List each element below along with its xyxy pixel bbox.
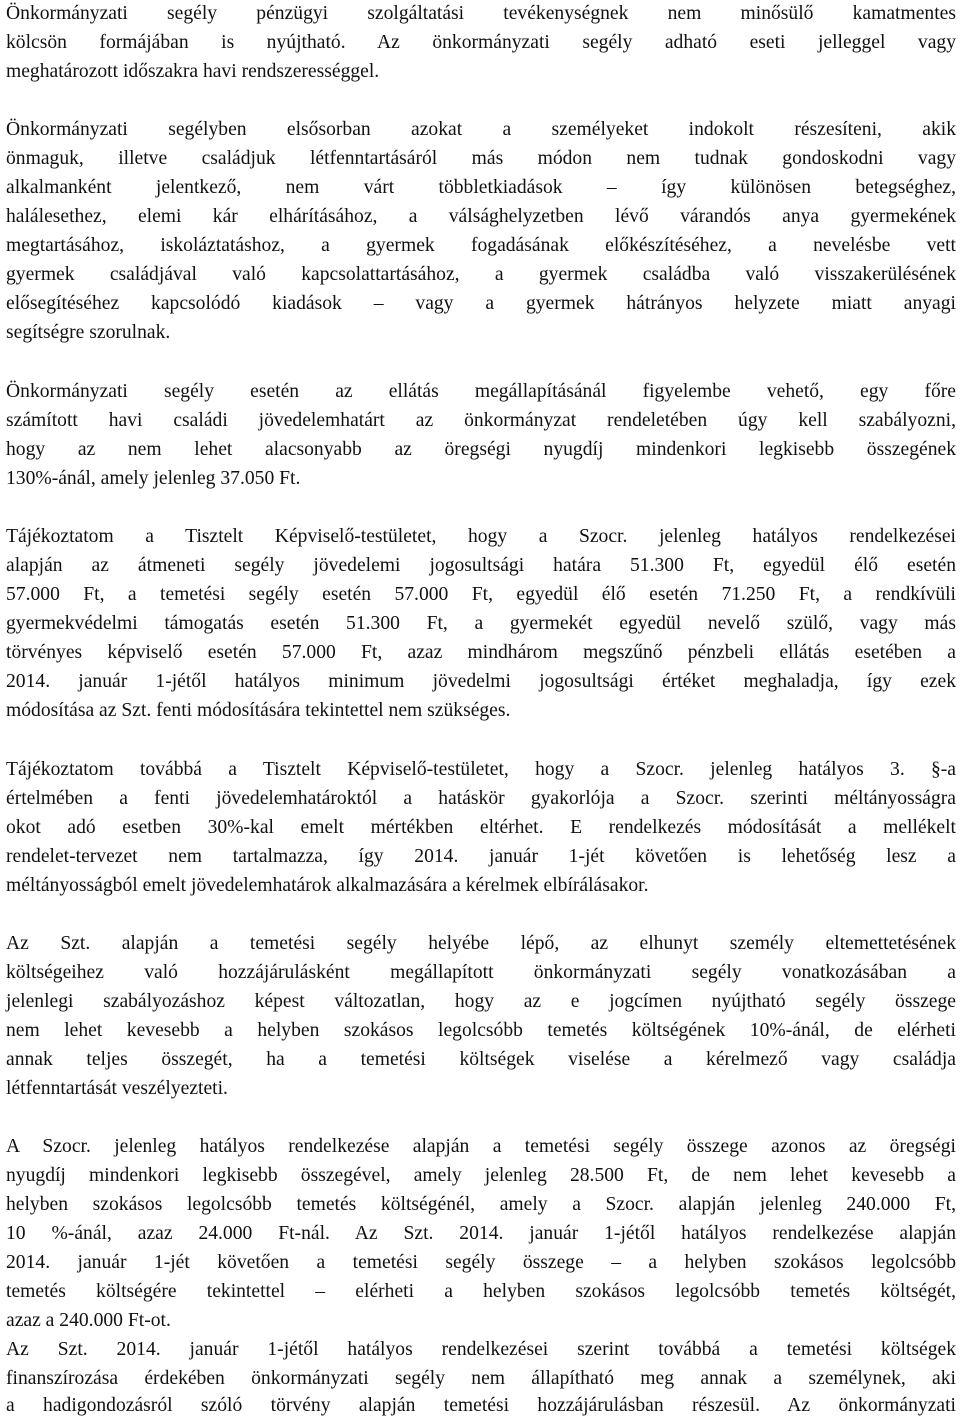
paragraph-3-line-4: 130%-ánál, amely jelenleg 37.050 Ft. — [6, 468, 301, 489]
paragraph-7-line-7: azaz a 240.000 Ft-ot. — [6, 1310, 171, 1331]
paragraph-2-line-4: halálesethez, elemi kár elhárításához, a válsághelyzetben lévő várandós anya gyermekének — [6, 206, 956, 227]
paragraph-8-line-3: a hadigondozásról szóló törvény alapján temetési hozzájárulásban részesül. Az önkormányzati — [6, 1395, 956, 1416]
paragraph-6-line-1: Az Szt. alapján a temetési segély helyébe lépő, az elhunyt személy eltemettetésének — [6, 933, 956, 954]
paragraph-6-line-3: jelenlegi szabályozáshoz képest változatlan, hogy az e jogcímen nyújtható segély összege — [6, 991, 956, 1012]
paragraph-5-line-1: Tájékoztatom továbbá a Tisztelt Képviselő-testületet, hogy a Szocr. jelenleg hatályos 3. §-a — [6, 759, 956, 780]
paragraph-2-line-1: Önkormányzati segélyben elsősorban azokat a személyeket indokolt részesíteni, akik — [6, 119, 956, 140]
paragraph-4-line-4: gyermekvédelmi támogatás esetén 51.300 Ft, a gyermekét egyedül nevelő szülő, vagy más — [6, 613, 956, 634]
paragraph-6-line-4: nem lehet kevesebb a helyben szokásos legolcsóbb temetés költségének 10%-ánál, de elérheti — [6, 1020, 956, 1041]
paragraph-2-line-8: segítségre szorulnak. — [6, 322, 171, 343]
paragraph-8-line-2: finanszírozása érdekében önkormányzati segély nem állapítható meg annak a személynek, aki — [6, 1368, 956, 1389]
paragraph-1-line-2: kölcsön formájában is nyújtható. Az önkormányzati segély adható eseti jelleggel vagy — [6, 32, 956, 53]
paragraph-3-line-3: hogy az nem lehet alacsonyabb az öregségi nyugdíj mindenkori legkisebb összegének — [6, 439, 956, 460]
paragraph-2-line-3: alkalmanként jelentkező, nem várt többletkiadások – így különösen betegséghez, — [6, 177, 956, 198]
paragraph-6-line-6: létfenntartását veszélyezteti. — [6, 1078, 228, 1099]
paragraph-4-line-2: alapján az átmeneti segély jövedelemi jogosultsági határa 51.300 Ft, egyedül élő esetén — [6, 555, 956, 576]
paragraph-3-line-2: számított havi családi jövedelemhatárt az önkormányzat rendeletében úgy kell szabályozni, — [6, 410, 956, 431]
paragraph-7-line-5: 2014. január 1-jét követően a temetési segély összege – a helyben szokásos legolcsóbb — [6, 1252, 956, 1273]
paragraph-7-line-1: A Szocr. jelenleg hatályos rendelkezése alapján a temetési segély összege azonos az öregségi — [6, 1136, 956, 1157]
paragraph-4-line-5: törvényes képviselő esetén 57.000 Ft, azaz mindhárom megszűnő pénzbeli ellátás esetében a — [6, 642, 956, 663]
paragraph-4-line-3: 57.000 Ft, a temetési segély esetén 57.000 Ft, egyedül élő esetén 71.250 Ft, a rendkívüli — [6, 584, 956, 605]
paragraph-4-line-6: 2014. január 1-jétől hatályos minimum jövedelmi jogosultsági értéket meghaladja, így ezek — [6, 671, 956, 692]
paragraph-1-line-1: Önkormányzati segély pénzügyi szolgáltatási tevékenységnek nem minősülő kamatmentes — [6, 3, 956, 24]
paragraph-7-line-2: nyugdíj mindenkori legkisebb összegével, amely jelenleg 28.500 Ft, de nem lehet kevesebb a — [6, 1165, 956, 1186]
paragraph-2-line-2: önmaguk, illetve családjuk létfenntartásáról más módon nem tudnak gondoskodni vagy — [6, 148, 956, 169]
paragraph-7-line-3: helyben szokásos legolcsóbb temetés költségénél, amely a Szocr. alapján jelenleg 240.000 Ft, — [6, 1194, 956, 1215]
paragraph-2-line-6: gyermek családjával való kapcsolattartásához, a gyermek családba való visszakerülésének — [6, 264, 956, 285]
paragraph-3-line-1: Önkormányzati segély esetén az ellátás megállapításánál figyelembe vehető, egy főre — [6, 381, 956, 402]
paragraph-7-line-6: temetés költségére tekintettel – elérheti a helyben szokásos legolcsóbb temetés költségét, — [6, 1281, 956, 1302]
paragraph-1-line-3: meghatározott időszakra havi rendszerességgel. — [6, 61, 380, 82]
paragraph-2-line-5: megtartásához, iskoláztatáshoz, a gyermek fogadásának előkészítéséhez, a nevelésbe vett — [6, 235, 956, 256]
paragraph-8-line-1: Az Szt. 2014. január 1-jétől hatályos rendelkezései szerint továbbá a temetési költségek — [6, 1339, 956, 1360]
paragraph-5-line-3: okot adó esetben 30%-kal emelt mértékben eltérhet. E rendelkezés módosítását a mellékelt — [6, 817, 956, 838]
paragraph-5-line-4: rendelet-tervezet nem tartalmazza, így 2014. január 1-jét követően is lehetőség lesz a — [6, 846, 956, 867]
paragraph-4-line-1: Tájékoztatom a Tisztelt Képviselő-testületet, hogy a Szocr. jelenleg hatályos rendelkezései — [6, 526, 956, 547]
paragraph-2-line-7: elősegítéséhez kapcsolódó kiadások – vagy a gyermek hátrányos helyzete miatt anyagi — [6, 293, 956, 314]
paragraph-6-line-5: annak teljes összegét, ha a temetési költségek viselése a kérelmező vagy családja — [6, 1049, 956, 1070]
paragraph-7-line-4: 10 %-ánál, azaz 24.000 Ft-nál. Az Szt. 2014. január 1-jétől hatályos rendelkezése alapján — [6, 1223, 956, 1244]
paragraph-4-line-7: módosítása az Szt. fenti módosítására tekintettel nem szükséges. — [6, 700, 511, 721]
paragraph-6-line-2: költségeihez való hozzájárulásként megállapított önkormányzati segély vonatkozásában a — [6, 962, 956, 983]
paragraph-5-line-2: értelmében a fenti jövedelemhatároktól a hatáskör gyakorlója a Szocr. szerinti méltányosságra — [6, 788, 956, 809]
paragraph-5-line-5: méltányosságból emelt jövedelemhatárok alkalmazására a kérelmek elbírálásakor. — [6, 875, 649, 896]
